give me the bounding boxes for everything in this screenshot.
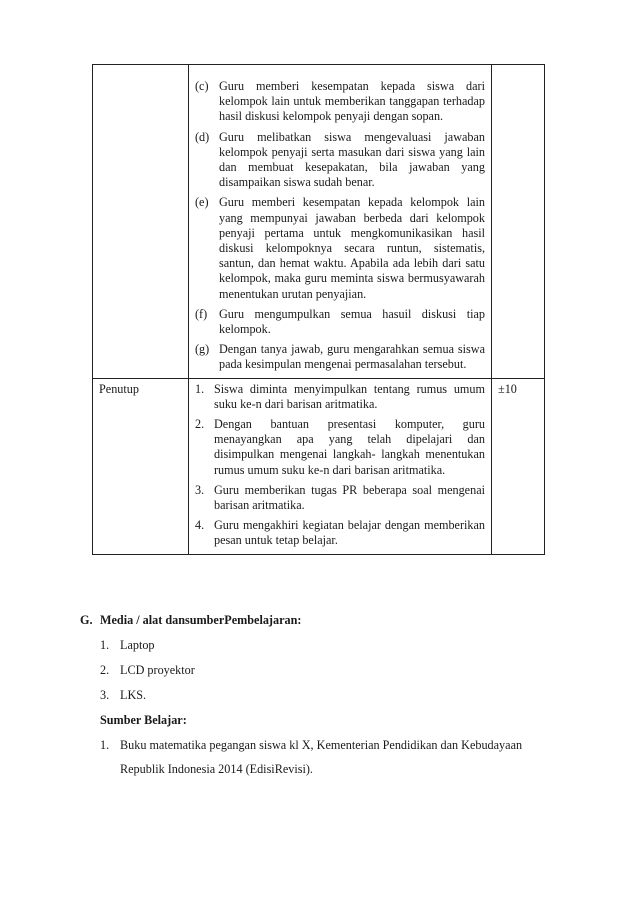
phase-cell xyxy=(93,65,189,379)
time-cell xyxy=(492,65,545,379)
list-item: 1. Buku matematika pegangan siswa kl X, Kementerian Pendidikan dan Kebudayaan Republik Indonesia 2014 (EdisiRevisi). xyxy=(100,738,523,776)
section-g xyxy=(80,613,560,781)
table-row xyxy=(93,65,545,379)
learning-activities-table xyxy=(92,64,545,555)
list-item: (d) Guru melibatkan siswa mengevaluasi jawaban kelompok penyaji serta masukan dari siswa yang lain dan membuat kesepakatan, bila jawaban yang disampaikan siswa sudah benar. xyxy=(195,129,485,190)
list-item: 2. Dengan bantuan presentasi komputer, guru menayangkan apa yang telah dipelajari dan disimpulkan mengenai langkah- langkah menentukan rumus umum suku ke-n dari barisan aritmatika. xyxy=(195,417,485,477)
list-item: 3. LKS. xyxy=(100,688,147,702)
list-item: 2. LCD proyektor xyxy=(100,663,195,677)
phase-label: Penutup xyxy=(99,381,139,396)
list-item: 1. Siswa diminta menyimpulkan tentang rumus umum suku ke-n dari barisan aritmatika. xyxy=(195,381,485,411)
table-row xyxy=(93,378,545,554)
sumber-heading: Sumber Belajar: xyxy=(100,713,187,727)
list-item: 4. Guru mengakhiri kegiatan belajar dengan memberikan pesan untuk tetap belajar. xyxy=(195,518,485,548)
media-list xyxy=(100,638,560,703)
time-allocation: ±10 xyxy=(498,381,517,396)
list-item: (f) Guru mengumpulkan semua hasuil diskusi tiap kelompok. xyxy=(195,306,485,337)
list-item: 3. Guru memberikan tugas PR beberapa soal mengenai barisan aritmatika. xyxy=(195,482,485,513)
list-item: (c) Guru memberi kesempatan kepada siswa dari kelompok lain untuk memberikan tanggapan terhadap hasil diskusi kelompok penyaji dengan sopan. xyxy=(195,79,485,124)
section-heading: G. Media / alat dansumberPembelajaran: xyxy=(80,613,302,627)
activity-cell xyxy=(189,378,492,554)
phase-cell xyxy=(93,378,189,554)
list-item: (e) Guru memberi kesempatan kepada kelompok lain yang mempunyai jawaban berbeda dari kelompok penyaji pertama untuk mengkomunikasikan hasil diskusi kelompoknya secara runtun, sistematis, santun, dan hemat waktu. Apabila ada lebih dari satu kelompok, maka guru meminta siswa bermusyawarah menentukan urutan penyajian. xyxy=(195,195,485,301)
list-item: (g) Dengan tanya jawab, guru mengarahkan semua siswa pada kesimpulan mengenai permasalahan tersebut. xyxy=(195,342,485,372)
time-cell xyxy=(492,378,545,554)
activity-cell xyxy=(189,65,492,379)
list-item: 1. Laptop xyxy=(100,638,155,652)
